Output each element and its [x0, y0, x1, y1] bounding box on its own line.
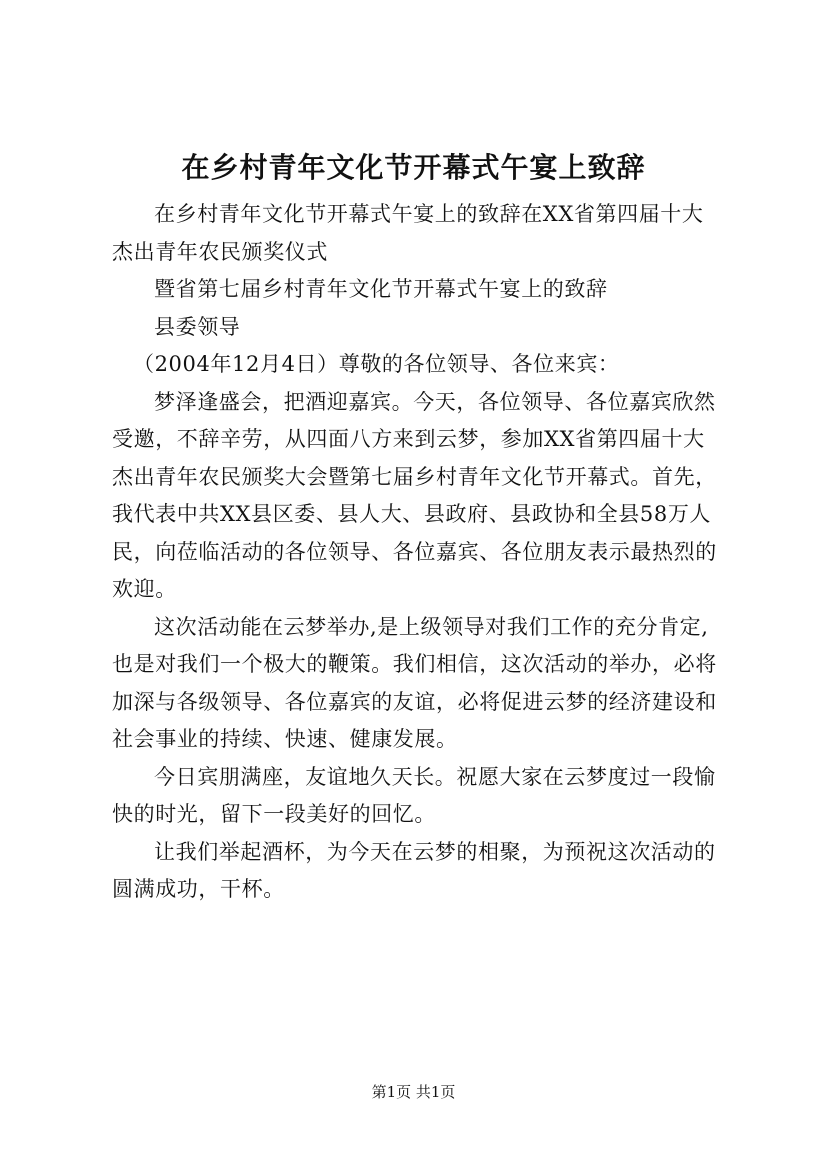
text-line: 我代表中共XX县区委、县人大、县政府、县政协和全县58万人 — [112, 502, 712, 526]
text-line: 加深与各级领导、各位嘉宾的友谊，必将促进云梦的经济建设和 — [112, 689, 717, 714]
text-line: 欢迎。 — [112, 577, 177, 601]
text-line: 社会事业的持续、快速、健康发展。 — [112, 727, 458, 751]
text-line: 民，向莅临活动的各位领导、各位嘉宾、各位朋友表示最热烈的 — [112, 539, 717, 564]
text-line: （2004年12月4日）尊敬的各位领导、各位来宾： — [133, 352, 620, 376]
paragraph-author — [112, 309, 724, 347]
paragraph-wishes — [112, 759, 724, 834]
document-title: 在乡村青年文化节开幕式午宴上致辞 — [181, 151, 646, 184]
page-footer: 第1页 共1页 — [371, 1083, 456, 1101]
paragraph-significance — [112, 609, 724, 759]
text-line: 受邀，不辞辛劳，从四面八方来到云梦，参加XX省第四届十大 — [112, 427, 705, 451]
document-body — [112, 196, 724, 909]
text-line: 在乡村青年文化节开幕式午宴上的致辞在XX省第四届十大 — [154, 202, 704, 226]
text-line: 梦泽逢盛会，把酒迎嘉宾。今天，各位领导、各位嘉宾欣然 — [154, 389, 716, 414]
text-line: 暨省第七届乡村青年文化节开幕式午宴上的致辞 — [154, 277, 608, 301]
text-line: 杰出青年农民颁奖大会暨第七届乡村青年文化节开幕式。首先， — [112, 464, 717, 489]
paragraph-date-salutation — [112, 346, 724, 384]
paragraph-welcome — [112, 384, 724, 609]
paragraph-toast — [112, 834, 724, 909]
text-line: 圆满成功，干杯。 — [112, 877, 285, 901]
text-line: 让我们举起酒杯，为今天在云梦的相聚，为预祝这次活动的 — [154, 839, 716, 864]
paragraph-heading — [112, 196, 724, 271]
paragraph-subheading — [112, 271, 724, 309]
text-line: 这次活动能在云梦举办,是上级领导对我们工作的充分肯定, — [154, 614, 709, 639]
text-line: 县委领导 — [154, 314, 241, 339]
text-line: 杰出青年农民颁奖仪式 — [112, 239, 328, 264]
text-line: 快的时光，留下一段美好的回忆。 — [112, 802, 436, 826]
text-line: 也是对我们一个极大的鞭策。我们相信，这次活动的举办，必将 — [112, 652, 717, 676]
text-line: 今日宾朋满座，友谊地久天长。祝愿大家在云梦度过一段愉 — [154, 764, 716, 789]
